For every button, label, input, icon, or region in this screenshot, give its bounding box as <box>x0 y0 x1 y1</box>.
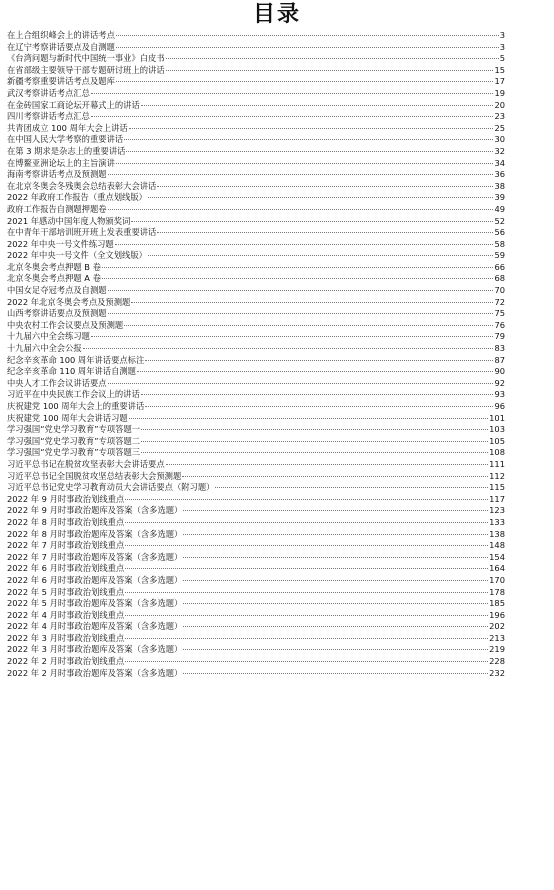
toc-entry-title: 学习强国“党史学习教育”专项答题二 <box>7 435 141 446</box>
toc-entry-title: 学习强国“党史学习教育”专项答题三 <box>7 447 141 458</box>
toc-entry[interactable] <box>7 621 505 633</box>
toc-entry-page: 138 <box>489 528 505 539</box>
toc-entry-page: 133 <box>489 516 505 527</box>
toc-entry[interactable] <box>7 227 505 239</box>
toc-dot-leader <box>125 661 488 662</box>
toc-entry[interactable] <box>7 297 505 309</box>
toc-entry-page: 232 <box>489 667 505 678</box>
toc-dot-leader <box>137 371 493 372</box>
toc-entry-page: 3 <box>499 41 505 52</box>
toc-dot-leader <box>91 336 493 337</box>
toc-entry-title: 2022 年 5 月时事政治题库及答案（含多选题） <box>7 598 183 609</box>
toc-entry-title: 在上合组织峰会上的讲话考点 <box>7 30 115 40</box>
toc-entry-title: 2022 年北京冬奥会考点及预测题 <box>7 296 131 307</box>
toc-dot-leader <box>129 128 494 129</box>
toc-entry-title: 2022 年 8 月时事政治划线重点 <box>7 516 125 527</box>
toc-entry-page: 20 <box>494 99 505 110</box>
toc-entry-title: 在辽宁考察讲话要点及自测题 <box>7 41 115 52</box>
toc-entry[interactable] <box>7 505 505 517</box>
toc-dot-leader <box>157 186 493 187</box>
toc-entry-page: 164 <box>489 563 505 574</box>
toc-entry-title: 在金砖国家工商论坛开幕式上的讲话 <box>7 99 140 110</box>
toc-entry[interactable] <box>7 134 505 146</box>
toc-entry[interactable] <box>7 146 505 158</box>
toc-entry[interactable] <box>7 204 505 216</box>
toc-entry-title: 2022 年 3 月时事政治题库及答案（含多选题） <box>7 644 183 655</box>
toc-entry-title: 2022 年 4 月时事政治划线重点 <box>7 609 125 620</box>
toc-dot-leader <box>141 441 488 442</box>
toc-entry-title: 2022 年 6 月时事政治划线重点 <box>7 563 125 574</box>
toc-entry-title: 2022 年 9 月时事政治划线重点 <box>7 493 125 504</box>
toc-entry-title: 《台湾问题与新时代中国统一事业》白皮书 <box>7 53 165 64</box>
toc-entry-title: 在中青年干部培训班开班上发表重要讲话 <box>7 227 157 238</box>
toc-entry-page: 59 <box>494 250 505 261</box>
toc-dot-leader <box>125 615 488 616</box>
toc-entry-title: 2022 年中央一号文件练习题 <box>7 238 114 249</box>
toc-entry[interactable] <box>7 320 505 332</box>
toc-entry-title: 在博鳌亚洲论坛上的主旨演讲 <box>7 157 115 168</box>
toc-dot-leader <box>141 452 488 453</box>
toc-dot-leader <box>183 626 488 627</box>
toc-entry-title: 2022 年中央一号文件（全文划线版） <box>7 250 147 261</box>
toc-dot-leader <box>131 221 493 222</box>
toc-dot-leader <box>91 93 493 94</box>
toc-entry-title: 中国女足夺冠考点及自测题 <box>7 285 107 296</box>
toc-dot-leader <box>102 278 494 279</box>
toc-entry-page: 70 <box>494 285 505 296</box>
toc-dot-leader <box>124 325 493 326</box>
toc-entry-page: 111 <box>489 458 505 469</box>
toc-dot-leader <box>166 70 494 71</box>
toc-dot-leader <box>115 244 494 245</box>
toc-entry[interactable] <box>7 88 505 100</box>
toc-dot-leader <box>116 81 494 82</box>
toc-entry-page: 117 <box>489 493 505 504</box>
toc-entry[interactable] <box>7 76 505 88</box>
toc-entry[interactable] <box>7 239 505 251</box>
toc-entry-page: 56 <box>494 227 505 238</box>
toc-entry[interactable] <box>7 169 505 181</box>
toc-entry-title: 十九届六中全会公报 <box>7 343 82 354</box>
toc-entry[interactable] <box>7 413 505 425</box>
toc-dot-leader <box>215 487 488 488</box>
toc-entry-page: 178 <box>489 586 505 597</box>
toc-entry-title: 2022 年政府工作报告（重点划线版） <box>7 192 147 203</box>
toc-entry-page: 213 <box>489 632 505 643</box>
toc-entry[interactable] <box>7 401 505 413</box>
toc-entry-title: 中央人才工作会议讲话要点 <box>7 377 107 388</box>
toc-entry-page: 49 <box>494 203 505 214</box>
toc-entry-page: 39 <box>494 192 505 203</box>
toc-entry[interactable] <box>7 285 505 297</box>
toc-dot-leader <box>108 313 494 314</box>
toc-entry-title: 庆祝建党 100 周年大会上的重要讲话 <box>7 401 145 411</box>
toc-entry-title: 在北京冬奥会冬残奥会总结表彰大会讲话 <box>7 180 157 191</box>
toc-entry-page: 76 <box>494 319 505 330</box>
toc-dot-leader <box>129 418 488 419</box>
toc-dot-leader <box>124 139 493 140</box>
toc-entry[interactable] <box>7 30 505 42</box>
toc-entry[interactable] <box>7 587 505 599</box>
toc-entry-title: 2022 年 2 月时事政治划线重点 <box>7 656 125 667</box>
toc-entry[interactable] <box>7 459 505 471</box>
toc-entry-page: 154 <box>489 551 505 562</box>
toc-dot-leader <box>148 255 494 256</box>
toc-entry-page: 68 <box>494 273 505 284</box>
toc-entry[interactable] <box>7 216 505 228</box>
toc-entry[interactable] <box>7 181 505 193</box>
toc-dot-leader <box>183 603 488 604</box>
toc-entry[interactable] <box>7 355 505 367</box>
toc-entry-page: 5 <box>499 53 505 64</box>
toc-entry-page: 23 <box>494 111 505 122</box>
toc-entry-title: 2022 年 2 月时事政治题库及答案（含多选题） <box>7 667 183 678</box>
toc-entry[interactable] <box>7 598 505 610</box>
toc-entry[interactable] <box>7 633 505 645</box>
toc-dot-leader <box>125 499 488 500</box>
toc-entry[interactable] <box>7 482 505 494</box>
toc-dot-leader <box>182 476 488 477</box>
toc-entry[interactable] <box>7 273 505 285</box>
toc-entry-page: 32 <box>494 145 505 156</box>
toc-entry[interactable] <box>7 668 505 680</box>
toc-entry-title: 十九届六中全会练习题 <box>7 331 90 342</box>
toc-entry-title: 在省部级主要领导干部专题研讨班上的讲话 <box>7 64 165 75</box>
toc-entry[interactable] <box>7 366 505 378</box>
toc-dot-leader <box>116 47 499 48</box>
toc-dot-leader <box>166 58 499 59</box>
toc-dot-leader <box>183 649 488 650</box>
toc-dot-leader <box>125 592 488 593</box>
toc-entry-title: 2022 年 6 月时事政治题库及答案（含多选题） <box>7 574 183 585</box>
toc-dot-leader <box>183 557 488 558</box>
toc-entry-title: 2022 年 7 月时事政治题库及答案（含多选题） <box>7 551 183 562</box>
toc-dot-leader <box>126 151 493 152</box>
toc-dot-leader <box>166 464 489 465</box>
toc-dot-leader <box>91 116 493 117</box>
toc-dot-leader <box>183 510 488 511</box>
toc-entry-title: 纪念辛亥革命 110 周年讲话自测题 <box>7 366 136 377</box>
toc-entry[interactable] <box>7 250 505 262</box>
toc-entry-page: 36 <box>494 169 505 180</box>
toc-entry-title: 政府工作报告自测题押题卷 <box>7 203 107 214</box>
toc-entry-page: 79 <box>494 331 505 342</box>
toc-entry-title: 新疆考察重要讲话考点及题库 <box>7 76 115 87</box>
toc-entry[interactable] <box>7 158 505 170</box>
toc-entry-page: 19 <box>494 87 505 98</box>
toc-entry[interactable] <box>7 494 505 506</box>
toc-entry-title: 庆祝建党 100 周年大会讲话习题 <box>7 412 128 423</box>
toc-entry[interactable] <box>7 308 505 320</box>
toc-entry-page: 38 <box>494 180 505 191</box>
toc-entry[interactable] <box>7 517 505 529</box>
toc-entry-title: 在第 3 期求是杂志上的重要讲话 <box>7 145 126 156</box>
toc-entry-page: 83 <box>494 343 505 354</box>
toc-entry-page: 219 <box>489 644 505 655</box>
toc-dot-leader <box>116 35 499 36</box>
toc-dot-leader <box>183 673 488 674</box>
toc-entry-page: 3 <box>499 30 505 40</box>
toc-entry-title: 2022 年 3 月时事政治划线重点 <box>7 632 125 643</box>
toc-entry[interactable] <box>7 65 505 77</box>
toc-dot-leader <box>125 568 488 569</box>
toc-entry-title: 海南考察讲话考点及预测题 <box>7 169 107 180</box>
toc-entry-title: 习近平总书记在脱贫攻坚表彰大会讲话要点 <box>7 458 165 469</box>
toc-entry[interactable] <box>7 123 505 135</box>
toc-entry[interactable] <box>7 436 505 448</box>
toc-entry-title: 2022 年 7 月时事政治划线重点 <box>7 540 125 551</box>
toc-entry[interactable] <box>7 343 505 355</box>
toc-entry-page: 228 <box>489 656 505 667</box>
toc-entry-title: 纪念辛亥革命 100 周年讲话要点标注 <box>7 354 145 365</box>
toc-entry-title: 北京冬奥会考点押题 A 卷 <box>7 273 101 284</box>
toc-entry-title: 中央农村工作会议要点及预测题 <box>7 319 124 330</box>
toc-entry-title: 习近平在中央民族工作会议上的讲话 <box>7 389 140 400</box>
toc-entry[interactable] <box>7 644 505 656</box>
toc-entry-page: 96 <box>494 401 505 411</box>
toc-entry-page: 123 <box>489 505 505 516</box>
toc-entry[interactable] <box>7 389 505 401</box>
toc-entry-title: 2022 年 4 月时事政治题库及答案（含多选题） <box>7 621 183 632</box>
toc-entry-title: 四川考察讲话考点汇总 <box>7 111 90 122</box>
toc-dot-leader <box>141 394 494 395</box>
toc-entry-page: 112 <box>489 470 505 481</box>
toc-entry[interactable] <box>7 447 505 459</box>
toc-dot-leader <box>145 360 493 361</box>
toc-dot-leader <box>131 302 493 303</box>
toc-entry-page: 202 <box>489 621 505 632</box>
toc-entry-page: 103 <box>489 424 505 435</box>
toc-entry-page: 115 <box>489 482 505 493</box>
toc-entry-page: 87 <box>494 354 505 365</box>
toc-entry[interactable] <box>7 575 505 587</box>
toc-entry-title: 习近平总书记全国脱贫攻坚总结表彰大会预测题 <box>7 470 182 481</box>
toc-entry-page: 108 <box>489 447 505 458</box>
toc-dot-leader <box>83 348 494 349</box>
toc-entry-title: 2022 年 9 月时事政治题库及答案（含多选题） <box>7 505 183 516</box>
toc-entry[interactable] <box>7 552 505 564</box>
toc-entry-page: 101 <box>489 412 505 423</box>
toc-entry-page: 34 <box>494 157 505 168</box>
toc-dot-leader <box>148 197 494 198</box>
toc-entry-page: 105 <box>489 435 505 446</box>
toc-entry-page: 75 <box>494 308 505 319</box>
toc-entry[interactable] <box>7 540 505 552</box>
toc-dot-leader <box>102 267 494 268</box>
toc-entry-title: 习近平总书记党史学习教育动员大会讲话要点（附习题） <box>7 482 215 493</box>
toc-entry-title: 武汉考察讲话考点汇总 <box>7 87 90 98</box>
toc-entry-title: 2022 年 8 月时事政治题库及答案（含多选题） <box>7 528 183 539</box>
toc-entry[interactable] <box>7 53 505 65</box>
toc-entry-title: 2022 年 5 月时事政治划线重点 <box>7 586 125 597</box>
toc-dot-leader <box>108 209 494 210</box>
toc-entry-page: 17 <box>494 76 505 87</box>
toc-entry[interactable] <box>7 378 505 390</box>
toc-entry-page: 25 <box>494 122 505 133</box>
toc-entry[interactable] <box>7 192 505 204</box>
toc-entry-title: 2021 年感动中国年度人物颁奖词 <box>7 215 131 226</box>
toc-entry-page: 52 <box>494 215 505 226</box>
toc-dot-leader <box>125 522 488 523</box>
toc-entry[interactable] <box>7 42 505 54</box>
toc-entry[interactable] <box>7 610 505 622</box>
toc-entry-page: 185 <box>489 598 505 609</box>
toc-dot-leader <box>157 232 493 233</box>
toc-entry-page: 93 <box>494 389 505 400</box>
toc-entry[interactable] <box>7 331 505 343</box>
toc-dot-leader <box>183 534 488 535</box>
toc-entry-title: 北京冬奥会考点押题 B 卷 <box>7 261 101 272</box>
toc-entry[interactable] <box>7 563 505 575</box>
toc-entry-title: 山西考察讲话要点及预测题 <box>7 308 107 319</box>
toc-entry[interactable] <box>7 529 505 541</box>
page-title: 目录 <box>252 2 301 27</box>
toc-entry-page: 58 <box>494 238 505 249</box>
toc-entry-page: 72 <box>494 296 505 307</box>
toc-dot-leader <box>141 429 488 430</box>
toc-dot-leader <box>108 290 494 291</box>
toc-dot-leader <box>108 383 494 384</box>
table-of-contents <box>7 30 505 679</box>
toc-entry-page: 170 <box>489 574 505 585</box>
toc-entry-page: 30 <box>494 134 505 145</box>
toc-entry[interactable] <box>7 111 505 123</box>
toc-dot-leader <box>183 580 488 581</box>
toc-entry-title: 共青团成立 100 周年大会上讲话 <box>7 122 128 133</box>
toc-entry[interactable] <box>7 471 505 483</box>
toc-entry-page: 66 <box>494 261 505 272</box>
toc-entry-page: 15 <box>494 64 505 75</box>
toc-entry-page: 148 <box>489 540 505 551</box>
toc-entry[interactable] <box>7 100 505 112</box>
toc-entry[interactable] <box>7 424 505 436</box>
toc-entry[interactable] <box>7 262 505 274</box>
toc-dot-leader <box>108 174 494 175</box>
toc-dot-leader <box>141 105 494 106</box>
toc-entry-title: 学习强国“党史学习教育”专项答题一 <box>7 424 141 435</box>
toc-dot-leader <box>125 545 488 546</box>
toc-entry-page: 90 <box>494 366 505 377</box>
toc-entry-page: 92 <box>494 377 505 388</box>
toc-entry[interactable] <box>7 656 505 668</box>
toc-dot-leader <box>145 406 493 407</box>
toc-entry-title: 在中国人民大学考察的重要讲话 <box>7 134 124 145</box>
toc-dot-leader <box>116 163 494 164</box>
toc-entry-page: 196 <box>489 609 505 620</box>
toc-dot-leader <box>125 638 488 639</box>
